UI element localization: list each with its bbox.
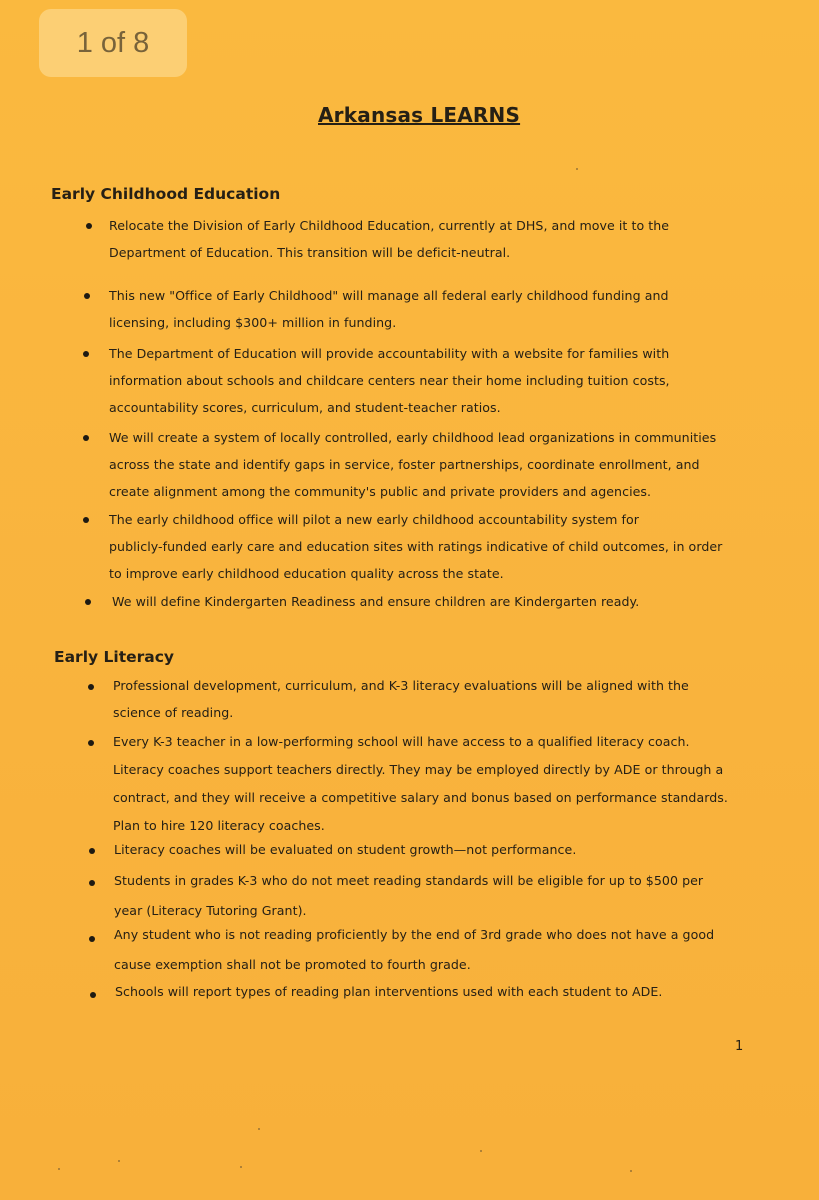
list-item-text: Schools will report types of reading plan interventions used with each student to ADE.: [115, 984, 663, 999]
list-item-text: We will define Kindergarten Readiness and ensure children are Kindergarten ready.: [112, 594, 640, 609]
document-title: Arkansas LEARNS: [318, 103, 521, 127]
paper-speck: [630, 1170, 632, 1172]
bullet-icon: [83, 435, 89, 441]
bullet-icon: [89, 936, 95, 942]
bullet-icon: [88, 740, 94, 746]
list-item-text: Every K-3 teacher in a low-performing school will have access to a qualified literacy coach. Literacy coaches support teachers directly. They may be employed directly by ADE or through a contract, and they will receive a competitive salary and bonus based on performance standards. Plan to hire 120 literacy coaches.: [113, 734, 728, 833]
paper-speck: [480, 1150, 482, 1152]
paper-speck: [118, 1160, 120, 1162]
list-item-text: This new "Office of Early Childhood" will manage all federal early childhood funding and licensing, including $300+ million in funding.: [109, 288, 669, 330]
bullet-icon: [86, 223, 92, 229]
list-item-text: Any student who is not reading proficiently by the end of 3rd grade who does not have a good cause exemption shall not be promoted to fourth grade.: [114, 927, 715, 972]
list-item-text: Literacy coaches will be evaluated on student growth—not performance.: [114, 842, 577, 857]
bullet-icon: [89, 880, 95, 886]
page-counter-badge: 1 of 8: [39, 9, 187, 77]
bullet-icon: [83, 351, 89, 357]
bullet-icon: [88, 684, 94, 690]
list-item-text: We will create a system of locally controlled, early childhood lead organizations in communities across the state and identify gaps in service, foster partnerships, coordinate enrollment, and create alignment among the community's public and private providers and agencies.: [109, 430, 717, 499]
list-item-text: Professional development, curriculum, and K-3 literacy evaluations will be aligned with the science of reading.: [113, 678, 689, 720]
list-item-text: The Department of Education will provide accountability with a website for families with information about schools and childcare centers near their home including tuition costs, accountability scores, curriculum, and student-teacher ratios.: [109, 346, 670, 415]
paper-speck: [258, 1128, 260, 1130]
list-item-text: Students in grades K-3 who do not meet reading standards will be eligible for up to $500 per year (Literacy Tutoring Grant).: [114, 873, 704, 918]
paper-speck: [576, 168, 578, 170]
paper-speck: [58, 1168, 60, 1170]
bullet-icon: [90, 992, 96, 998]
page-number: 1: [735, 1039, 744, 1054]
bullet-icon: [83, 517, 89, 523]
paper-speck: [240, 1166, 242, 1168]
section-heading-early-literacy: Early Literacy: [54, 648, 175, 666]
list-item-text: The early childhood office will pilot a new early childhood accountability system for publicly-funded early care and education sites with ratings indicative of child outcomes, in order to improve early childhood education quality across the state.: [109, 512, 723, 581]
section-heading-early-childhood: Early Childhood Education: [51, 185, 281, 203]
bullet-icon: [89, 848, 95, 854]
list-item-text: Relocate the Division of Early Childhood Education, currently at DHS, and move it to the Department of Education. This transition will be deficit-neutral.: [109, 218, 670, 260]
bullet-icon: [84, 293, 90, 299]
bullet-icon: [85, 599, 91, 605]
